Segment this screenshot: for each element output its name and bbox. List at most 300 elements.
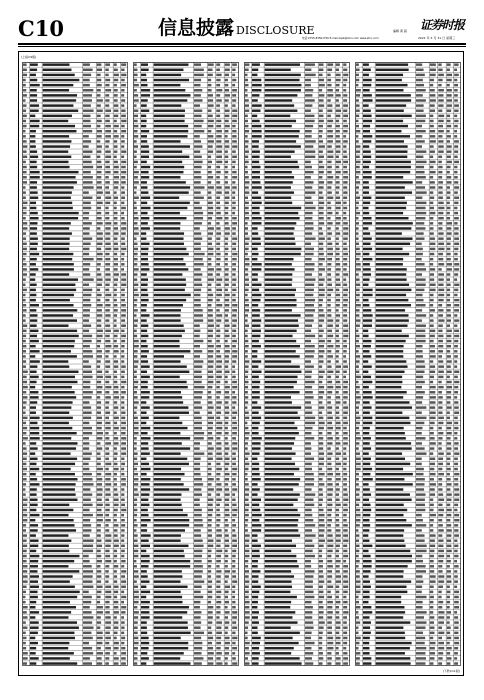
table-cell-text (363, 468, 372, 470)
table-cell-text (265, 176, 294, 178)
table-cell-text (134, 324, 138, 326)
table-cell-text (327, 396, 331, 398)
table-cell-text (23, 596, 26, 598)
table-cell-text (438, 381, 441, 383)
table-cell-text (343, 171, 348, 173)
header-rule-thin (18, 46, 466, 47)
table-cell-text (454, 580, 458, 582)
table-cell-text (114, 166, 119, 168)
table-cell-text (416, 89, 426, 91)
table-cell-text (83, 396, 92, 398)
table-cell-text (454, 591, 459, 593)
table-cell-text (305, 545, 314, 547)
table-cell-text (363, 222, 372, 224)
table-cell-text (438, 79, 442, 81)
table-cell-text (30, 560, 38, 562)
table-cell-text (134, 299, 138, 301)
table-cell-text (376, 406, 412, 408)
table-cell-text (225, 401, 229, 403)
table-cell-text (83, 74, 91, 76)
table-cell-text (23, 309, 27, 311)
table-cell-text (23, 386, 28, 388)
table-cell-text (194, 350, 202, 352)
table-cell-text (252, 191, 258, 193)
table-cell-text (363, 539, 369, 541)
table-cell-text (23, 657, 28, 659)
table-cell-text (319, 360, 324, 362)
table-cell-text (327, 524, 331, 526)
table-cell-text (447, 519, 451, 521)
table-cell-text (194, 662, 202, 664)
table-cell-text (216, 253, 220, 255)
table-cell-text (336, 447, 339, 449)
table-cell-text (154, 268, 189, 270)
table-cell-text (319, 586, 323, 588)
table-cell-text (23, 171, 27, 173)
table-cell-text (327, 284, 332, 286)
table-cell-text (208, 125, 214, 127)
table-cell-text (416, 110, 424, 112)
table-cell-text (245, 232, 248, 234)
table-cell-text (376, 499, 412, 501)
table-cell-text (265, 248, 302, 250)
table-cell-text (416, 171, 425, 173)
table-cell-text (438, 84, 441, 86)
table-cell-text (232, 642, 235, 644)
table-cell-text (105, 248, 111, 250)
table-cell-text (336, 626, 341, 628)
table-cell-text (430, 140, 436, 142)
table-cell-text (30, 642, 38, 644)
table-cell-text (23, 237, 26, 239)
table-cell-text (121, 227, 126, 229)
table-cell-text (134, 514, 138, 516)
table-cell-text (154, 565, 190, 567)
table-cell-text (343, 432, 347, 434)
table-cell-text (23, 135, 26, 137)
table-cell-text (105, 539, 111, 541)
table-cell-text (376, 324, 408, 326)
table-cell-text (97, 662, 102, 664)
table-cell-text (83, 222, 92, 224)
table-cell-text (305, 371, 312, 373)
table-cell-text (245, 278, 249, 280)
table-cell-text (97, 74, 101, 76)
table-cell-text (438, 580, 444, 582)
table-cell-text (265, 596, 297, 598)
table-cell-text (141, 84, 147, 86)
table-cell-text (154, 509, 183, 511)
table-cell-text (363, 417, 372, 419)
table-cell-text (416, 166, 424, 168)
table-cell-text (154, 212, 180, 214)
table-cell-text (114, 74, 119, 76)
table-cell-text (252, 289, 259, 291)
table-cell-text (416, 396, 423, 398)
table-cell-text (447, 171, 450, 173)
table-cell-text (134, 427, 139, 429)
table-cell-text (83, 601, 91, 603)
table-cell-text (376, 555, 412, 557)
table-cell-text (265, 417, 300, 419)
table-cell-text (336, 156, 339, 158)
table-cell-text (356, 396, 361, 398)
table-cell-text (430, 120, 434, 122)
table-cell-text (327, 299, 331, 301)
table-cell-text (97, 422, 102, 424)
table-cell-text (245, 248, 249, 250)
table-cell-text (438, 591, 441, 593)
table-cell-text (225, 637, 230, 639)
table-cell-text (97, 586, 103, 588)
table-cell-text (356, 237, 359, 239)
table-cell-text (105, 376, 111, 378)
table-cell-text (327, 417, 333, 419)
table-cell-text (97, 447, 102, 449)
table-cell-text (356, 452, 360, 454)
table-cell-text (252, 273, 258, 275)
table-cell-text (252, 89, 261, 91)
table-cell-text (265, 626, 291, 628)
table-cell-text (194, 360, 203, 362)
table-cell-text (343, 161, 348, 163)
table-cell-text (121, 637, 125, 639)
table-cell-text (105, 514, 109, 516)
table-cell-text (245, 652, 250, 654)
table-cell-text (343, 89, 346, 91)
table-cell-text (105, 575, 109, 577)
table-cell-text (430, 197, 434, 199)
table-cell-text (356, 504, 360, 506)
table-cell-text (416, 499, 425, 501)
table-cell-text (23, 253, 27, 255)
table-cell-text (363, 120, 372, 122)
table-cell-text (232, 616, 237, 618)
table-cell-text (216, 381, 220, 383)
table-cell-text (97, 596, 101, 598)
table-cell-text (105, 130, 111, 132)
table-cell-text (454, 243, 459, 245)
table-cell-text (305, 335, 315, 337)
table-cell-text (97, 509, 102, 511)
table-cell-text (319, 284, 324, 286)
table-cell-text (245, 371, 249, 373)
table-cell-text (363, 360, 368, 362)
table-cell-text (327, 319, 333, 321)
table-cell-text (30, 345, 36, 347)
table-cell-text (376, 345, 404, 347)
table-cell-text (430, 212, 436, 214)
table-cell-text (43, 330, 77, 332)
table-cell-text (154, 89, 186, 91)
table-cell-text (416, 657, 426, 659)
table-cell-text (216, 222, 219, 224)
table-cell-text (141, 437, 150, 439)
table-cell-text (225, 458, 230, 460)
table-cell-text (141, 330, 147, 332)
table-cell-text (438, 202, 443, 204)
table-cell-text (252, 94, 259, 96)
table-cell-text (232, 386, 237, 388)
table-cell-text (265, 376, 298, 378)
table-cell-text (30, 545, 38, 547)
table-cell-text (23, 294, 26, 296)
table-cell-text (225, 278, 229, 280)
table-cell-text (225, 514, 230, 516)
table-cell-text (141, 176, 149, 178)
table-cell-text (438, 473, 444, 475)
table-cell-text (23, 166, 27, 168)
table-cell-text (194, 197, 204, 199)
table-cell-text (438, 197, 443, 199)
table-cell-text (216, 166, 220, 168)
table-cell-text (141, 243, 150, 245)
table-cell-text (447, 412, 450, 414)
table-cell-text (416, 632, 423, 634)
table-cell-text (216, 483, 221, 485)
table-cell-text (438, 140, 443, 142)
table-cell-text (134, 376, 137, 378)
table-cell-text (319, 601, 323, 603)
table-cell-text (141, 616, 150, 618)
table-cell-text (336, 186, 340, 188)
table-cell-text (216, 89, 222, 91)
table-cell-text (265, 509, 298, 511)
table-cell-text (97, 110, 103, 112)
table-cell-text (356, 555, 359, 557)
table-cell-text (430, 427, 434, 429)
table-cell-text (376, 458, 405, 460)
table-cell-text (327, 591, 331, 593)
table-cell-text (305, 314, 313, 316)
table-cell-text (134, 186, 137, 188)
table-cell-text (225, 120, 229, 122)
table-cell-text (447, 437, 451, 439)
table-cell-text (225, 376, 228, 378)
table-cell-text (454, 560, 457, 562)
table-cell-text (336, 181, 340, 183)
table-cell-text (30, 110, 39, 112)
table-cell-text (356, 278, 360, 280)
table-cell-text (454, 586, 457, 588)
table-cell-text (154, 504, 182, 506)
table-cell-text (356, 473, 359, 475)
table-cell-text (454, 156, 457, 158)
table-cell-text (232, 621, 236, 623)
table-cell-text (43, 591, 80, 593)
table-cell-text (43, 94, 77, 96)
table-cell-text (430, 458, 435, 460)
table-cell-text (134, 345, 139, 347)
table-cell-text (305, 504, 314, 506)
table-cell-text (154, 191, 189, 193)
table-cell-text (134, 340, 139, 342)
table-cell-text (245, 452, 250, 454)
table-cell-text (447, 662, 451, 664)
table-cell-text (356, 539, 359, 541)
table-cell-text (356, 330, 359, 332)
table-cell-text (305, 550, 313, 552)
table-cell-text (305, 596, 314, 598)
table-cell-text (216, 626, 221, 628)
table-cell-text (430, 534, 436, 536)
table-cell-text (252, 514, 262, 516)
table-cell-text (97, 493, 103, 495)
table-cell-text (305, 284, 314, 286)
table-cell-text (343, 468, 346, 470)
table-cell-text (336, 79, 341, 81)
table-cell-text (23, 565, 28, 567)
table-cell-text (438, 294, 444, 296)
table-cell-text (154, 555, 185, 557)
table-cell-text (336, 69, 339, 71)
table-cell-text (114, 632, 118, 634)
table-cell-text (454, 360, 457, 362)
table-cell-text (336, 243, 339, 245)
table-cell-text (232, 340, 237, 342)
table-cell-text (327, 360, 331, 362)
table-cell-text (154, 110, 185, 112)
table-cell-text (23, 319, 26, 321)
table-cell-text (121, 222, 126, 224)
table-cell-text (105, 601, 109, 603)
table-cell-text (30, 309, 36, 311)
table-cell-text (43, 412, 70, 414)
table-cell-text (438, 145, 443, 147)
table-cell-text (363, 473, 370, 475)
table-cell-text (121, 621, 124, 623)
table-cell-text (343, 63, 346, 65)
table-cell-text (134, 69, 138, 71)
table-cell-text (430, 422, 435, 424)
table-cell-text (194, 621, 201, 623)
table-cell-text (265, 299, 297, 301)
table-cell-text (232, 355, 237, 357)
table-cell-text (154, 94, 191, 96)
table-cell-text (336, 432, 339, 434)
table-cell-text (447, 207, 451, 209)
table-cell-text (363, 422, 372, 424)
table-cell-text (343, 324, 348, 326)
table-cell-text (114, 534, 118, 536)
table-cell-text (154, 652, 184, 654)
table-cell-text (454, 473, 459, 475)
table-cell-text (363, 345, 371, 347)
table-cell-text (225, 335, 230, 337)
table-cell-text (454, 483, 458, 485)
table-cell-text (438, 314, 443, 316)
table-cell-text (141, 181, 147, 183)
table-cell-text (319, 110, 323, 112)
page-number: C10 (18, 16, 64, 41)
table-cell-text (336, 365, 341, 367)
table-cell-text (447, 258, 451, 260)
table-cell-text (305, 626, 314, 628)
table-cell-text (121, 662, 126, 664)
table-cell-text (216, 616, 219, 618)
table-cell-text (430, 616, 434, 618)
table-cell-text (305, 125, 313, 127)
table-cell-text (343, 596, 346, 598)
table-cell-text (343, 376, 346, 378)
table-cell-text (23, 555, 27, 557)
table-cell-text (454, 237, 459, 239)
table-cell-text (454, 524, 458, 526)
table-cell-text (363, 447, 371, 449)
table-cell-text (454, 611, 457, 613)
table-cell-text (454, 217, 459, 219)
table-cell-text (356, 519, 361, 521)
table-cell-text (265, 309, 292, 311)
table-cell-text (23, 570, 28, 572)
table-cell-text (363, 463, 370, 465)
table-cell-text (265, 217, 300, 219)
table-cell-text (447, 273, 451, 275)
table-cell-text (343, 539, 348, 541)
table-cell-text (225, 626, 228, 628)
table-cell-text (454, 371, 459, 373)
table-cell-text (30, 161, 37, 163)
table-cell-text (305, 642, 315, 644)
table-cell-text (208, 626, 211, 628)
table-cell-text (430, 74, 436, 76)
table-cell-text (305, 278, 315, 280)
report-heading: (上接C9版) (21, 55, 37, 59)
table-cell-text (376, 417, 410, 419)
table-cell-text (454, 186, 459, 188)
table-cell-text (114, 642, 119, 644)
table-cell-text (23, 504, 28, 506)
table-cell-text (121, 499, 125, 501)
table-cell-text (265, 432, 299, 434)
table-cell-text (97, 191, 103, 193)
table-cell-text (154, 519, 190, 521)
table-cell-text (265, 545, 296, 547)
table-cell-text (43, 222, 71, 224)
table-cell-text (134, 621, 138, 623)
table-cell-text (363, 350, 369, 352)
table-cell-text (134, 319, 138, 321)
table-cell-text (83, 314, 90, 316)
table-cell-text (356, 601, 359, 603)
table-cell-text (114, 258, 118, 260)
table-cell-text (208, 314, 213, 316)
table-cell-text (232, 560, 235, 562)
table-cell-text (252, 365, 258, 367)
table-cell-text (105, 319, 109, 321)
table-cell-text (216, 657, 220, 659)
table-cell-text (30, 94, 37, 96)
table-cell-text (23, 89, 27, 91)
table-cell-text (327, 427, 333, 429)
table-cell-text (376, 401, 410, 403)
table-cell-text (454, 539, 457, 541)
table-cell-text (30, 186, 37, 188)
table-cell-text (376, 560, 412, 562)
section-title-cn: 信息披露 (158, 17, 235, 39)
table-cell-text (447, 99, 452, 101)
table-cell-text (430, 488, 435, 490)
table-cell-text (305, 534, 316, 536)
table-cell-text (430, 345, 435, 347)
table-cell-text (43, 140, 72, 142)
table-cell-text (245, 360, 250, 362)
table-cell-text (121, 135, 124, 137)
table-cell-text (208, 371, 213, 373)
table-cell-text (356, 406, 359, 408)
table-cell-text (141, 304, 147, 306)
table-cell-text (454, 642, 459, 644)
